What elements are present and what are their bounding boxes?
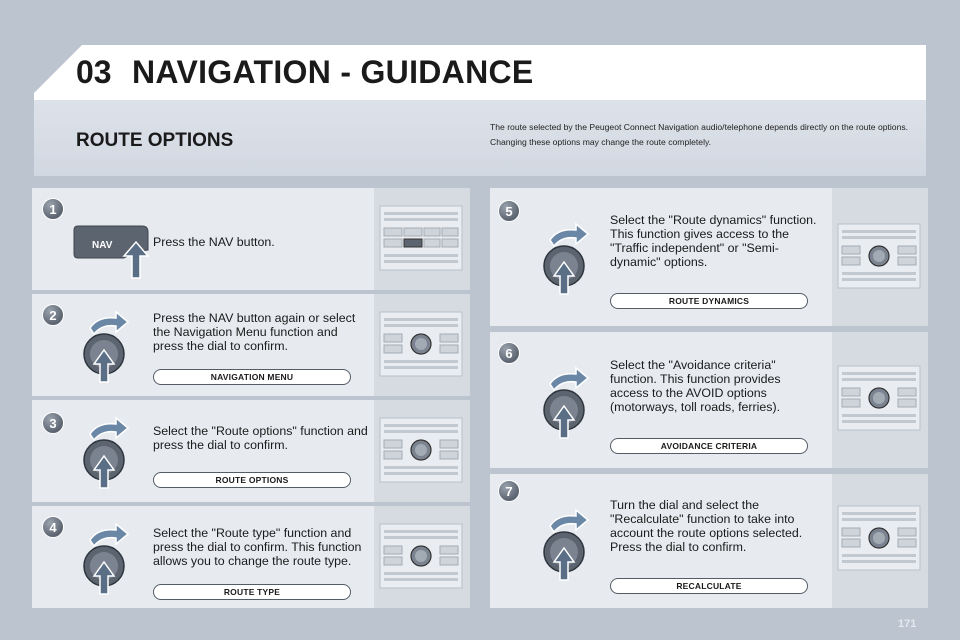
step-number-badge: 4 [42, 516, 64, 538]
step-number-badge: 6 [498, 342, 520, 364]
dial-turn-icon [76, 518, 132, 596]
intro-line-2: Changing these options may change the route completely. [490, 137, 712, 147]
dial-turn-icon [76, 412, 132, 490]
radio-panel-illustration [832, 188, 928, 326]
step-text: Select the "Avoidance criteria" function. This function provides access to the AVOID options (motorways, toll roads, ferries). [610, 358, 781, 414]
radio-panel-icon [374, 294, 470, 396]
dial-turn-icon [536, 504, 592, 582]
function-label-route-type: ROUTE TYPE [153, 584, 351, 600]
radio-panel-illustration [374, 400, 470, 502]
step-text: Press the NAV button again or select the Navigation Menu function and press the dial to confirm. [153, 311, 356, 353]
function-label-route-dynamics: ROUTE DYNAMICS [610, 293, 808, 309]
step-number-badge: 2 [42, 304, 64, 326]
function-label-recalculate: RECALCULATE [610, 578, 808, 594]
step-number-badge: 1 [42, 198, 64, 220]
radio-panel-illustration [374, 294, 470, 396]
page-number: 171 [898, 618, 917, 630]
nav-button-label: NAV [92, 240, 113, 251]
step-card-2 [32, 294, 470, 396]
step-card-3 [32, 400, 470, 502]
radio-panel-icon [832, 332, 928, 468]
dial-turn-icon [536, 218, 592, 296]
function-label-avoidance-criteria: AVOIDANCE CRITERIA [610, 438, 808, 454]
section-number: 03 [76, 54, 112, 90]
step-card-7 [490, 474, 928, 608]
intro-line-1: The route selected by the Peugeot Connect Navigation audio/telephone depends directly on the route options. [490, 122, 909, 132]
function-label-navigation-menu: NAVIGATION MENU [153, 369, 351, 385]
step-card-5 [490, 188, 928, 326]
nav-button-icon [72, 218, 152, 280]
step-number-badge: 5 [498, 200, 520, 222]
step-card-4 [32, 506, 470, 608]
step-number-badge: 7 [498, 480, 520, 502]
step-text: Select the "Route type" function and press the dial to confirm. This function allows you to change the route type. [153, 526, 362, 568]
dial-turn-icon [536, 362, 592, 440]
step-card-6 [490, 332, 928, 468]
page-title: NAVIGATION - GUIDANCE [132, 54, 534, 90]
radio-panel-icon [374, 188, 470, 290]
radio-panel-icon [374, 506, 470, 608]
function-label-route-options: ROUTE OPTIONS [153, 472, 351, 488]
step-text: Select the "Route dynamics" function. This function gives access to the "Traffic independent" or "Semi-dynamic" options. [610, 213, 817, 269]
radio-panel-illustration [374, 506, 470, 608]
radio-panel-icon [374, 400, 470, 502]
route-options-heading: ROUTE OPTIONS [76, 130, 234, 151]
radio-panel-icon [832, 474, 928, 608]
dial-turn-icon [76, 306, 132, 384]
step-text: Select the "Route options" function and press the dial to confirm. [153, 424, 368, 452]
radio-panel-illustration [374, 188, 470, 290]
step-card-1 [32, 188, 470, 290]
radio-panel-illustration [832, 474, 928, 608]
radio-panel-illustration [832, 332, 928, 468]
intro-text [490, 120, 920, 150]
step-text: Turn the dial and select the "Recalculate" function to take into account the route options selected. Press the dial to confirm. [610, 498, 803, 554]
step-text: Press the NAV button. [153, 235, 275, 249]
step-number-badge: 3 [42, 412, 64, 434]
radio-panel-icon [832, 188, 928, 326]
